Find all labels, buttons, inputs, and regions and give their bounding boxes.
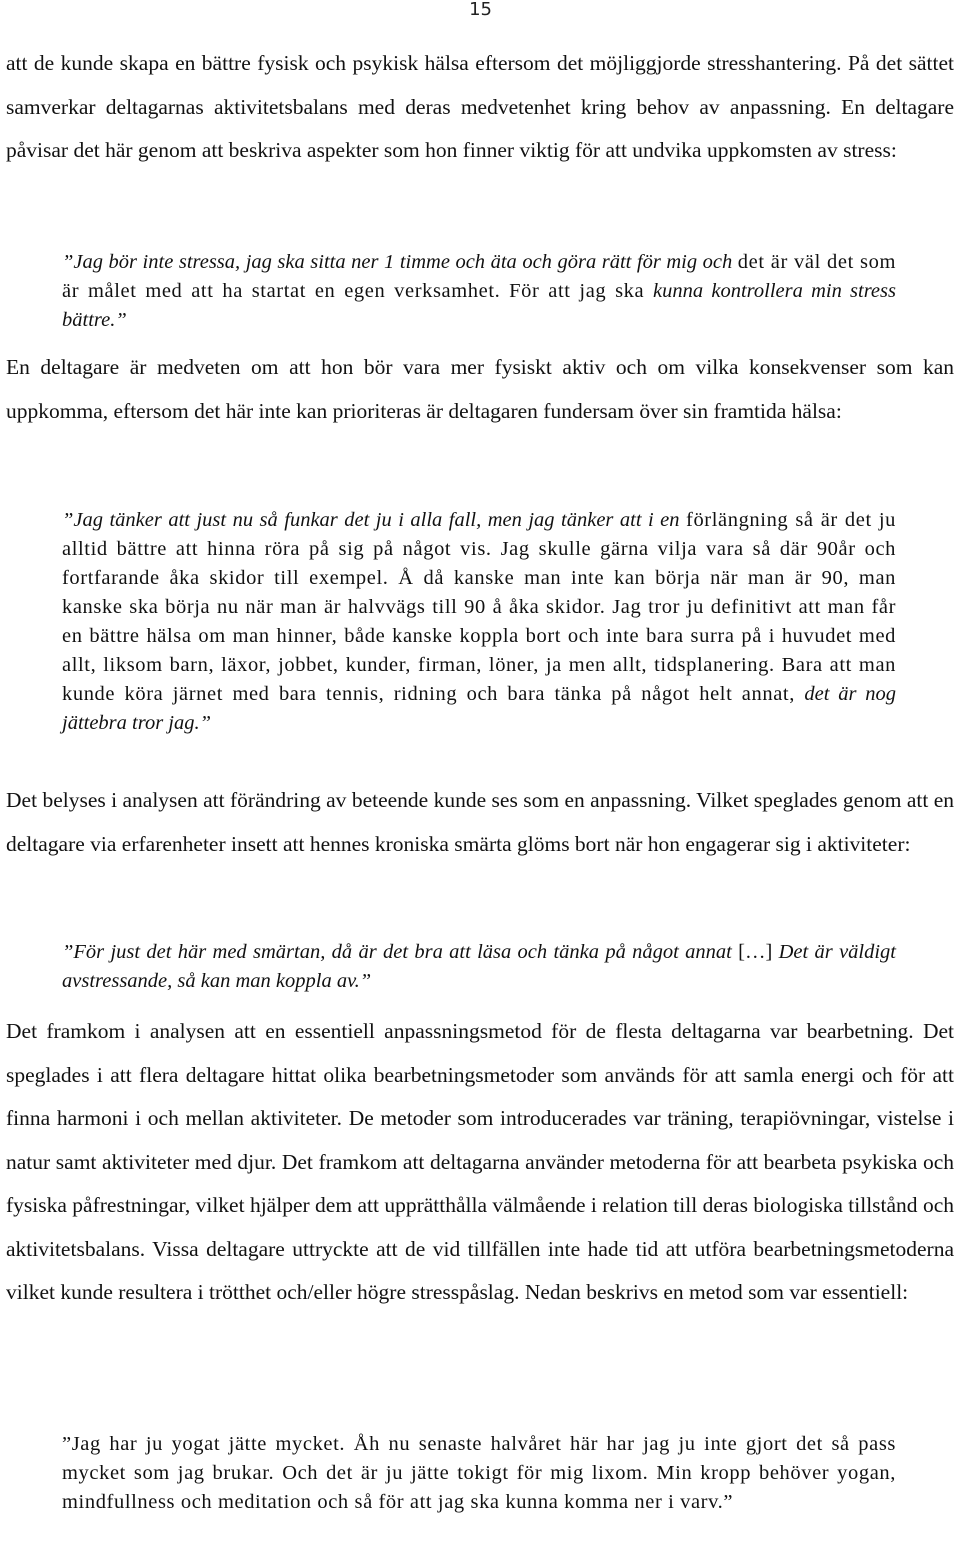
quote-3-italic-start: ”För just det här med smärtan, då är det bra att läsa och tänka på något annat [62,941,739,963]
block-quote-1 [62,248,896,335]
body-paragraph-1: att de kunde skapa en bättre fysisk och psykisk hälsa eftersom det möjliggjorde stresshantering. På det sättet samverkar deltagarnas aktivitetsbalans med deras medvetenhet kring behov av anpassning. En deltagare påvisar det här genom att beskriva aspekter som hon finner viktig för att undvika uppkomsten av stress: [6,51,954,162]
block-quote-4: ”Jag har ju yogat jätte mycket. Åh nu senaste halvåret här har jag ju inte gjort det så pass mycket som jag brukar. Och det är ju jätte tokigt för mig lixom. Min kropp behöver yogan, mindfullness och meditation och så för att jag ska kunna komma ner i varv.” [62,1433,896,1513]
body-paragraph-2: En deltagare är medveten om att hon bör vara mer fysiskt aktiv och om vilka konsekvenser som kan uppkomma, eftersom det här inte kan prioriteras är deltagaren fundersam över sin framtida hälsa: [6,355,954,423]
page-number: 15 [469,0,492,20]
quote-2-italic-start: ”Jag tänker att just nu så funkar det ju i alla fall, men jag tänker att i en [62,509,687,531]
block-quote-3 [62,938,896,996]
quote-1-italic-end: kunna kontrollera min stress bättre.” [62,280,896,331]
body-paragraph-4: Det framkom i analysen att en essentiell anpassningsmetod för de flesta deltagarna var bearbetning. Det speglades i att flera deltagare hittat olika bearbetningsmetoder som används för att samla energi och för att finna harmoni i och mellan aktiviteter. De metoder som introducerades var träning, terapiövningar, vistelse i natur samt aktiviteter med djur. Det framkom att deltagarna använder metoderna för att bearbeta psykiska och fysiska påfrestningar, vilket hjälper dem att upprätthålla välmående i relation till deras biologiska tillstånd och aktivitetsbalans. Vissa deltagare uttryckte att de vid tillfällen inte hade tid att utföra bearbetningsmetoderna vilket kunde resultera i trötthet och/eller högre stresspåslag. Nedan beskrivs en metod som var essentiell: [6,1019,954,1304]
quote-1-upright: det är väl det som är målet med att ha startat en egen verksamhet. För att jag ska [62,251,896,302]
quote-2-italic-end: det är nog jättebra tror jag.” [62,683,897,734]
block-quote-2 [62,506,896,738]
quote-2-upright: förlängning så är det ju alltid bättre att hinna röra på sig på något vis. Jag skulle gärna vilja vara så där 90år och fortfarande åka skidor till exempel. Å då kanske man inte kan börja när man är 90, man kanske ska börja nu när man är halvvägs till 90 å åka skidor. Jag tror ju definitivt att man får en bättre hälsa om man hinner, både kanske koppla bort och inte bara surra på i huvudet med allt, liksom barn, läxor, jobbet, kunder, firman, löner, ja men allt, tidsplanering. Bara att man kunde köra järnet med bara tennis, ridning och bara tänka på något helt annat, [62,509,896,705]
body-paragraph-3: Det belyses i analysen att förändring av beteende kunde ses som en anpassning. Vilket speglades genom att en deltagare via erfarenheter insett att hennes kroniska smärta glöms bort när hon engagerar sig i aktiviteter: [6,788,954,856]
quote-1-italic-start: ”Jag bör inte stressa, jag ska sitta ner 1 timme och äta och göra rätt för mig och [62,251,738,273]
quote-3-italic-end: Det är väldigt avstressande, så kan man koppla av.” [62,941,897,992]
quote-3-ellipsis: […] [738,941,779,963]
